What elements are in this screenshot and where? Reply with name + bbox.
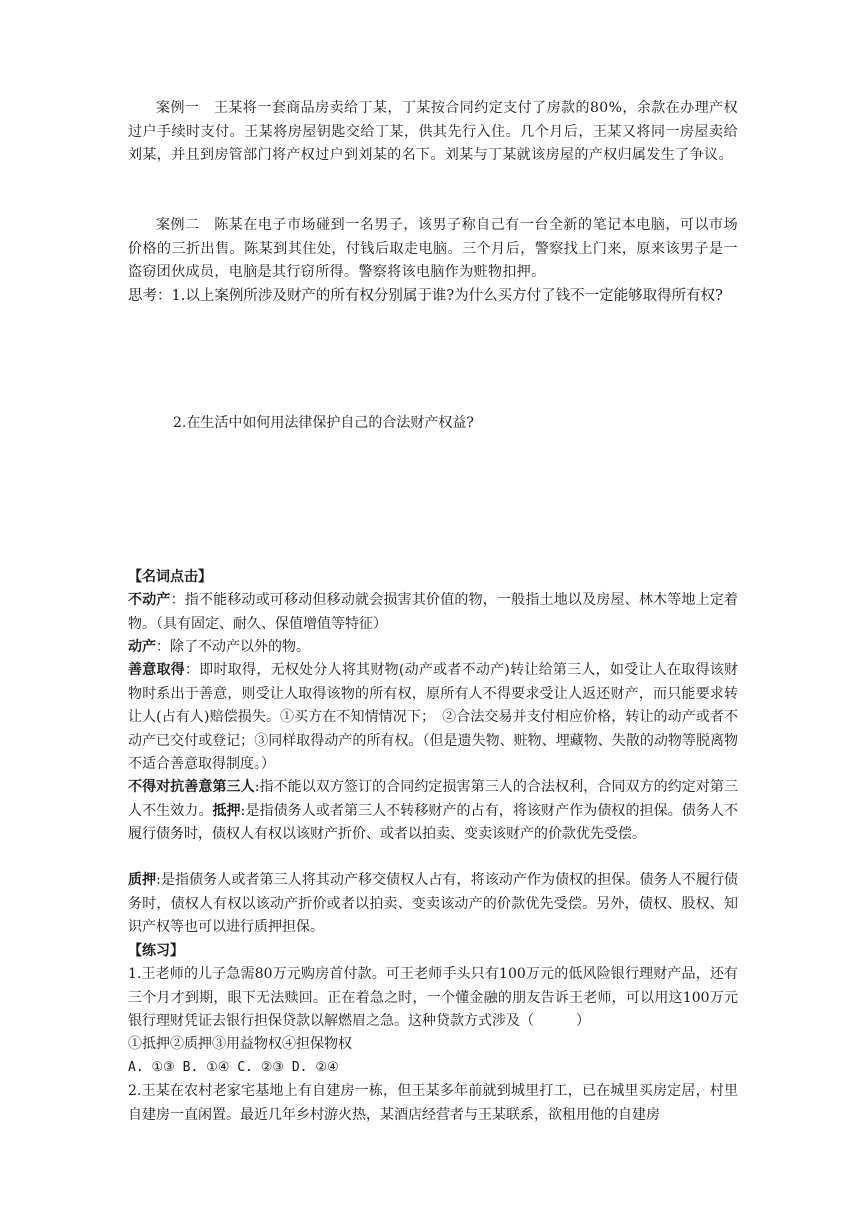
term-pledge: 质押 — [128, 872, 157, 888]
practice-question-1-options: A. ①③ B. ①④ C. ②③ D. ②④ — [128, 1060, 339, 1075]
case-two-paragraph: 案例二 陈某在电子市场碰到一名男子，该男子称自己有一台全新的笔记本电脑，可以市场价格的三折出售。陈某到其住处，付钱后取走电脑。三个月后，警察找上门来，原来该男子是一盗窃团伙成员，电脑是其行窃所得。警察将该电脑作为赃物扣押。 — [128, 217, 738, 280]
def-good-faith: ：即时取得，无权处分人将其财物(动产或者不动产)转让给第三人，如受让人在取得该财物时系出于善意，则受让人取得该物的所有权，原所有人不得要求受让人返还财产，而只能要求转让人(占有人)赔偿损失。①买方在不知情情况下； ②合法交易并支付相应价格，转让的动产或者不动产已交付或登记；③同样取得动产的所有权。（但是遗失物、赃物、埋藏物、失散的动物等脱离物不适合善意取得制度。） — [128, 662, 739, 772]
glossary-pledge — [128, 869, 738, 940]
thinking-question-1: 思考：1.以上案例所涉及财产的所有权分别属于谁?为什么买方付了钱不一定能够取得所有权? — [128, 288, 723, 304]
case-one-paragraph: 案例一 王某将一套商品房卖给丁某，丁某按合同约定支付了房款的80%，余款在办理产权过户手续时支付。王某将房屋钥匙交给丁某，供其先行入住。几个月后，王某又将同一房屋卖给刘某，并且到房管部门将产权过户到刘某的名下。刘某与丁某就该房屋的产权归属发生了争议。 — [128, 100, 738, 163]
term-mortgage: 抵押 — [212, 802, 241, 819]
thinking-question-2: 2.在生活中如何用法律保护自己的合法财产权益? — [173, 415, 474, 431]
term-movable: 动产 — [128, 639, 156, 655]
practice-question-2: 2.王某在农村老家宅基地上有自建房一栋，但王某多年前就到城里打工，已在城里买房定居，村里自建房一直闲置。最近几年乡村游火热，某酒店经营者与王某联系，欲租用他的自建房 — [128, 1083, 738, 1123]
def-mortgage: :是指债务人或者第三人不转移财产的占有，将该财产作为债权的担保。债务人不履行债务时，债权人有权以该财产折价、或者以拍卖、变卖该财产的价款优先受偿。 — [128, 802, 739, 842]
practice-heading: 【练习】 — [128, 943, 184, 959]
glossary-heading: 【名词点击】 — [128, 569, 212, 585]
term-good-faith: 善意取得 — [128, 662, 186, 678]
term-real-estate: 不动产 — [128, 592, 171, 608]
glossary-movable — [128, 636, 738, 660]
glossary-real-estate — [128, 589, 738, 636]
glossary-third-party-mortgage — [128, 776, 738, 847]
glossary-good-faith — [128, 659, 738, 777]
def-pledge: :是指债务人或者第三人将其动产移交债权人占有，将该动产作为债权的担保。债务人不履行债务时，债权人有权以该动产折价或者以拍卖、变卖该动产的价款优先受偿。另外，债权、股权、知识产权等也可以进行质押担保。 — [128, 872, 738, 935]
def-real-estate: ：指不能移动或可移动但移动就会损害其价值的物，一般指土地以及房屋、林木等地上定着物。（具有固定、耐久、保值增值等特征） — [128, 592, 739, 632]
practice-question-1-items: ①抵押②质押③用益物权④担保物权 — [128, 1036, 352, 1052]
practice-question-1: 1.王老师的儿子急需80万元购房首付款。可王老师手头只有100万元的低风险银行理财产品，还有三个月才到期，眼下无法赎回。正在着急之时，一个懂金融的朋友告诉王老师，可以用这100万元银行理财凭证去银行担保贷款以解燃眉之急。这种贷款方式涉及（ ） — [128, 966, 738, 1029]
def-third-party: :指不能以双方签订的合同约定损害第三人的合法权利，合同双方的约定对第三人不生效力。 — [128, 779, 738, 819]
def-movable: ：除了不动产以外的物。 — [156, 639, 310, 655]
term-third-party: 不得对抗善意第三人 — [128, 779, 255, 795]
